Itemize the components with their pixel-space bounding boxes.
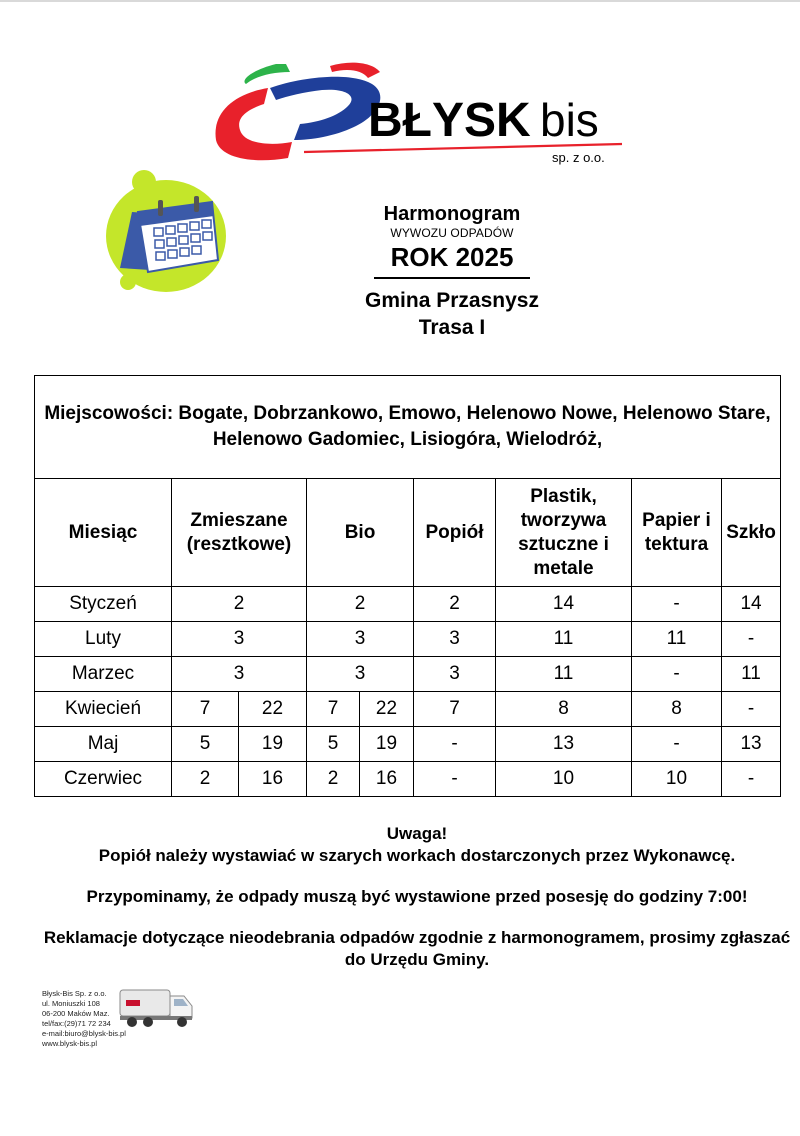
header-month: Miesiąc (35, 479, 172, 587)
cell-plastic: 10 (496, 762, 632, 797)
table-row (35, 692, 781, 727)
cell-glass: - (722, 762, 781, 797)
cell-bio-1: 7 (307, 692, 360, 727)
header-bio: Bio (307, 479, 414, 587)
cell-mixed: 3 (172, 622, 307, 657)
schedule-body (35, 587, 781, 797)
ash-note: Popiół należy wystawiać w szarych workach dostarczonych przez Wykonawcę. (98, 846, 736, 865)
cell-plastic: 11 (496, 622, 632, 657)
cell-bio-2: 16 (360, 762, 414, 797)
cell-ash: - (414, 727, 496, 762)
cell-bio-2: 22 (360, 692, 414, 727)
table-row (35, 657, 781, 692)
heading-trasa: Trasa I (418, 316, 486, 339)
cell-paper: - (632, 727, 722, 762)
heading-gmina: Gmina Przasnysz (365, 289, 539, 312)
cell-plastic: 13 (496, 727, 632, 762)
cell-mixed-2: 16 (239, 762, 307, 797)
cell-mixed-1: 2 (172, 762, 239, 797)
cell-month: Czerwiec (35, 762, 172, 797)
cell-paper: 8 (632, 692, 722, 727)
cell-mixed-2: 19 (239, 727, 307, 762)
cell-glass: 11 (722, 657, 781, 692)
cell-bio: 3 (307, 657, 414, 692)
header-paper: Papier i tektura (632, 479, 722, 587)
cell-mixed-2: 22 (239, 692, 307, 727)
cell-plastic: 14 (496, 587, 632, 622)
header-mixed: Zmieszane (resztkowe) (172, 479, 307, 587)
cell-ash: 3 (414, 657, 496, 692)
cell-month: Kwiecień (35, 692, 172, 727)
cell-bio-2: 19 (360, 727, 414, 762)
time-note: Przypominamy, że odpady muszą być wystawione przed posesję do godziny 7:00! (86, 887, 748, 906)
warning-title: Uwaga! (386, 824, 448, 843)
top-border (0, 0, 800, 2)
cell-glass: - (722, 692, 781, 727)
cell-plastic: 8 (496, 692, 632, 727)
cell-month: Maj (35, 727, 172, 762)
header-plastic: Plastik, tworzywa sztuczne i metale (496, 479, 632, 587)
cell-mixed: 3 (172, 657, 307, 692)
schedule-table (34, 375, 781, 797)
cell-ash: 3 (414, 622, 496, 657)
header-ash: Popiół (414, 479, 496, 587)
table-header-row (35, 479, 781, 587)
logo-company-form: sp. z o.o. (552, 150, 605, 165)
cell-paper: 10 (632, 762, 722, 797)
locations-cell: Miejscowości: Bogate, Dobrzankowo, Emowo, Helenowo Nowe, Helenowo Stare, Helenowo Gadomiec, Lisiogóra, Wielodróż, (35, 376, 781, 479)
company-web: www.blysk-bis.pl (42, 1039, 98, 1048)
company-street: ul. Moniuszki 108 (42, 999, 100, 1008)
heading-year: ROK 2025 (390, 242, 514, 272)
notes-block (34, 823, 800, 971)
cell-mixed: 2 (172, 587, 307, 622)
heading-subtitle: WYWOZU ODPADÓW (390, 226, 514, 240)
cell-bio-1: 5 (307, 727, 360, 762)
cell-bio-1: 2 (307, 762, 360, 797)
table-row (35, 622, 781, 657)
heading-divider (374, 277, 530, 279)
cell-paper: - (632, 587, 722, 622)
complaint-note: Reklamacje dotyczące nieodebrania odpadów zgodnie z harmonogramem, prosimy zgłaszać do Urzędu Gminy. (43, 928, 791, 969)
cell-ash: - (414, 762, 496, 797)
cell-paper: - (632, 657, 722, 692)
company-email: e-mail:biuro@blysk-bis.pl (42, 1029, 126, 1038)
cell-plastic: 11 (496, 657, 632, 692)
cell-paper: 11 (632, 622, 722, 657)
cell-glass: 14 (722, 587, 781, 622)
header-glass: Szkło (722, 479, 781, 587)
calendar-icon (100, 170, 230, 295)
cell-month: Luty (35, 622, 172, 657)
cell-bio: 2 (307, 587, 414, 622)
garbage-truck-icon (118, 984, 196, 1028)
table-row (35, 587, 781, 622)
cell-glass: 13 (722, 727, 781, 762)
schedule-heading (300, 203, 604, 341)
logo-suffix-text: bis (540, 94, 599, 146)
logo-brand-text: BŁYSK (368, 94, 531, 147)
cell-ash: 2 (414, 587, 496, 622)
company-phone: tel/fax:(29)71 72 234 (42, 1019, 111, 1028)
cell-month: Marzec (35, 657, 172, 692)
table-row (35, 727, 781, 762)
cell-mixed-1: 5 (172, 727, 239, 762)
cell-month: Styczeń (35, 587, 172, 622)
heading-title: Harmonogram (383, 203, 521, 225)
cell-mixed-1: 7 (172, 692, 239, 727)
blysk-bis-logo (212, 58, 632, 168)
cell-glass: - (722, 622, 781, 657)
cell-bio: 3 (307, 622, 414, 657)
table-row (35, 762, 781, 797)
company-city: 06-200 Maków Maz. (42, 1009, 110, 1018)
cell-ash: 7 (414, 692, 496, 727)
company-name: Błysk-Bis Sp. z o.o. (42, 989, 107, 998)
